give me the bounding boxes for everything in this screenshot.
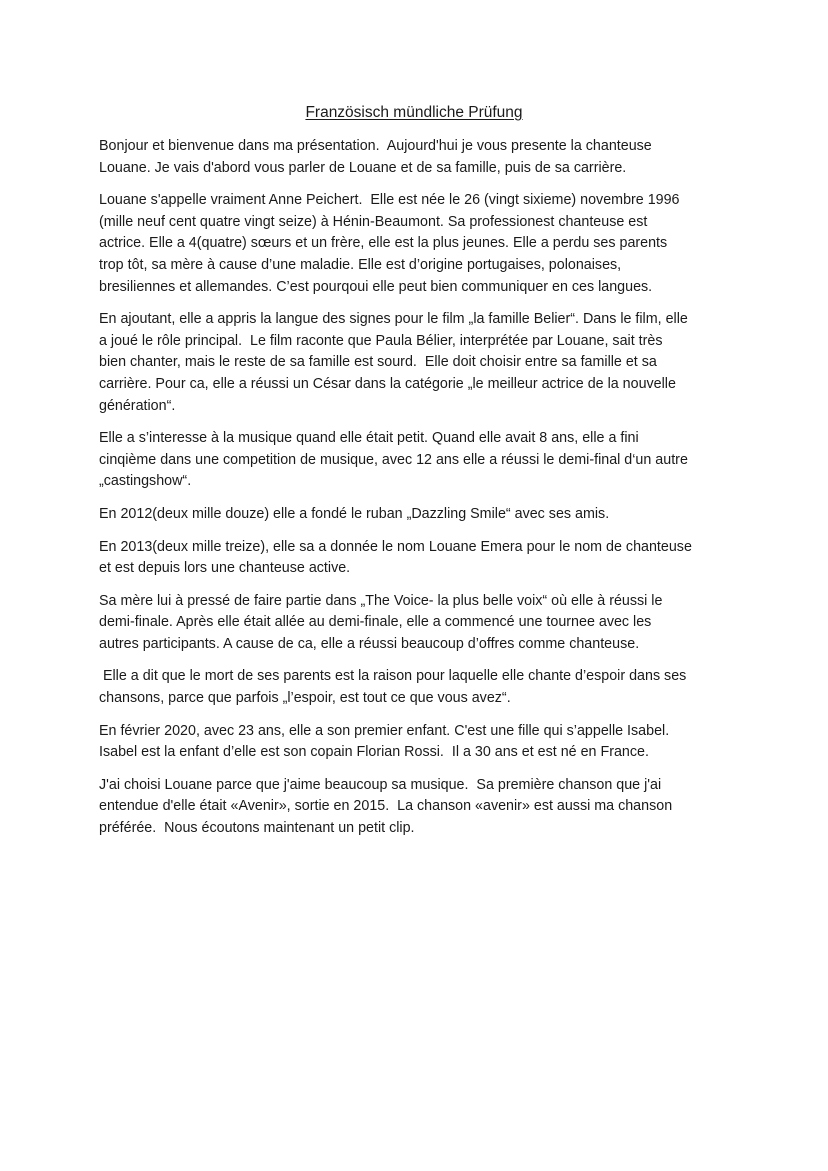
- paragraph-line: génération“.: [99, 397, 176, 414]
- paragraph-line: Elle a dit que le mort de ses parents est la raison pour laquelle elle chante d’espoir dans ses: [99, 668, 687, 685]
- paragraph-line: En ajoutant, elle a appris la langue des signes pour le film „la famille Belier“. Dans le film, elle: [99, 311, 688, 328]
- paragraph-line: En février 2020, avec 23 ans, elle a son premier enfant. C'est une fille qui s’appelle Isabel.: [99, 722, 670, 739]
- paragraph-line: bresiliennes et allemandes. C’est pourqoui elle peut bien communiquer en ces langues.: [99, 278, 653, 295]
- paragraph: [99, 504, 739, 526]
- paragraph-line: En 2013(deux mille treize), elle sa a donnée le nom Louane Emera pour le nom de chanteuse: [99, 538, 692, 555]
- paragraph-line: „castingshow“.: [99, 473, 192, 490]
- paragraph-line: Louane s'appelle vraiment Anne Peichert. Elle est née le 26 (vingt sixieme) novembre 1996: [99, 192, 680, 209]
- paragraph-line: Sa mère lui à pressé de faire partie dans „The Voice- la plus belle voix“ où elle à réussi le: [99, 592, 663, 609]
- paragraph: [99, 775, 739, 840]
- paragraph: [99, 190, 739, 298]
- paragraph: [99, 666, 739, 709]
- document-body: [99, 136, 739, 851]
- paragraph-line: trop tôt, sa mère à cause d’une maladie. Elle est d’origine portugaises, polonaises,: [99, 256, 622, 273]
- paragraph-line: actrice. Elle a 4(quatre) sœurs et un frère, elle est la plus jeunes. Elle a perdu ses parents: [99, 235, 668, 252]
- paragraph: [99, 428, 739, 493]
- paragraph-line: préférée. Nous écoutons maintenant un petit clip.: [99, 820, 415, 837]
- paragraph-line: J'ai choisi Louane parce que j'aime beaucoup sa musique. Sa première chanson que j'ai: [99, 776, 662, 793]
- paragraph: [99, 309, 739, 417]
- paragraph: [99, 537, 739, 580]
- paragraph-line: cinqième dans une competition de musique, avec 12 ans elle a réussi le demi-final d‘un autre: [99, 451, 688, 468]
- paragraph-line: carrière. Pour ca, elle a réussi un César dans la catégorie „le meilleur actrice de la nouvelle: [99, 375, 676, 392]
- paragraph-line: a joué le rôle principal. Le film raconte que Paula Bélier, interprétée par Louane, sait très: [99, 332, 663, 349]
- paragraph-line: Elle a s’interesse à la musique quand elle était petit. Quand elle avait 8 ans, elle a fini: [99, 430, 639, 447]
- paragraph: [99, 591, 739, 656]
- paragraph-line: chansons, parce que parfois „l’espoir, est tout ce que vous avez“.: [99, 690, 511, 707]
- paragraph-line: Isabel est la enfant d’elle est son copain Florian Rossi. Il a 30 ans et est né en France.: [99, 744, 649, 761]
- paragraph-line: (mille neuf cent quatre vingt seize) à Hénin-Beaumont. Sa professionest chanteuse est: [99, 213, 648, 230]
- paragraph: [99, 136, 739, 179]
- document-title: Französisch mündliche Prüfung: [305, 104, 523, 121]
- paragraph-line: bien chanter, mais le reste de sa famille est sourd. Elle doit choisir entre sa famille et sa: [99, 354, 657, 371]
- paragraph-line: En 2012(deux mille douze) elle a fondé le ruban „Dazzling Smile“ avec ses amis.: [99, 505, 610, 522]
- paragraph-line: Bonjour et bienvenue dans ma présentation. Aujourd'hui je vous presente la chanteuse: [99, 138, 652, 154]
- paragraph: [99, 721, 739, 764]
- paragraph-line: Louane. Je vais d'abord vous parler de Louane et de sa famille, puis de sa carrière.: [99, 159, 627, 176]
- paragraph-line: autres participants. A cause de ca, elle a réussi beaucoup d’offres comme chanteuse.: [99, 635, 640, 652]
- paragraph-line: demi-finale. Après elle était allée au demi-finale, elle a commencé une tournee avec les: [99, 614, 652, 631]
- paragraph-line: et est depuis lors une chanteuse active.: [99, 560, 351, 577]
- paragraph-line: entendue d'elle était «Avenir», sortie en 2015. La chanson «avenir» est aussi ma chanson: [99, 798, 673, 815]
